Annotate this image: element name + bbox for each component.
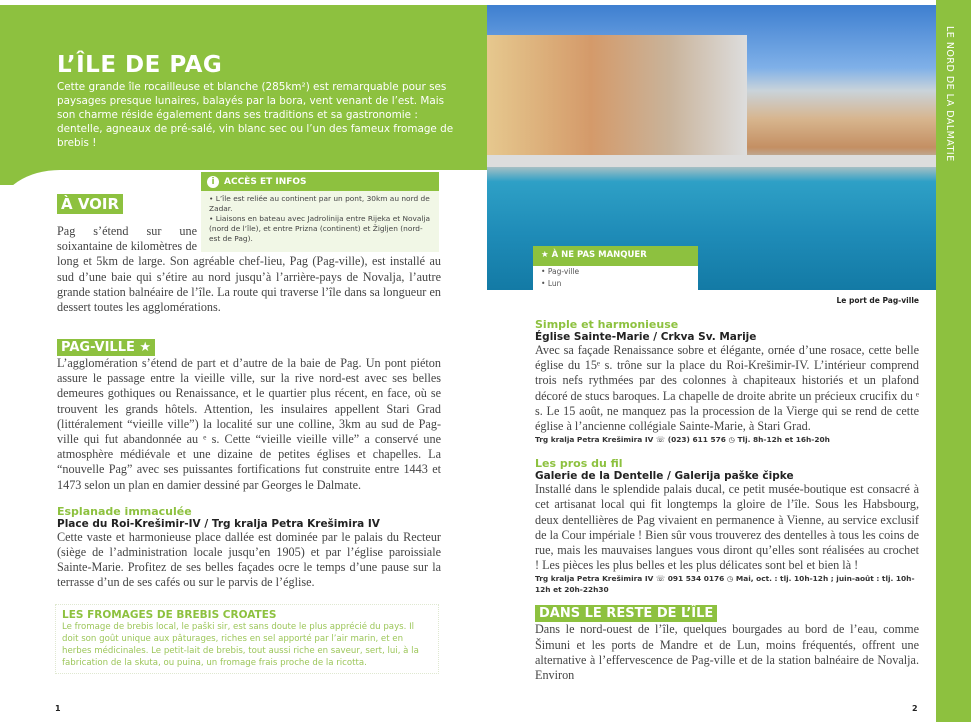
galerie-text: Installé dans le splendide palais ducal, ce petit musée-boutique est consacré à cet artisanat local qui fit longtemps la gloire de l’île. Sous les Habsbourg, deux dentellières de Pag vivaient en permanence à Vienne, au service exclusif de la Cour impériale ! Bien sûr vous trouverez des dentelles à tous les coins de rue, mais les mauvaises langues vous diront qu’elles sont réalisées au crochet ! Les pièces les plus belles et les plus délicates sont bel et bien là ! xyxy=(535,482,919,573)
pag-ville-section xyxy=(57,336,441,591)
eglise-text: Avec sa façade Renaissance sobre et élégante, ornée d’une rosace, cette belle église du 15ᵉ s. trône sur la place du Roi-Krešimir-IV. L’intérieur comprend trois nefs rythmées par des colonnes à chapiteaux historiés et un plafond décoré de stucs baroques. La chapelle de droite abrite un précieux crucifix du ᵉ s. Le 15 août, ne manquez pas la procession de la Vierge qui se rend de cette église à l’ancienne collégiale Sainte-Marie, à Stari Grad. xyxy=(535,343,919,434)
eglise-name: Église Sainte-Marie / Crkva Sv. Marije xyxy=(535,331,757,343)
esplanade-text: Cette vaste et harmonieuse place dallée est dominée par le palais du Recteur (siège de l’administration locale jusqu’en 1905) et par l’église paroissiale Sainte-Marie. Profitez de ses belles façades ocre le temps d’une pause sur la terrasse d’un de ses cafés ou sur le parvis de l’église. xyxy=(57,529,441,590)
eglise-kicker: Simple et harmonieuse xyxy=(535,318,679,331)
eglise-section xyxy=(535,318,919,683)
info-icon: i xyxy=(207,176,219,188)
page-number: 2 xyxy=(912,704,918,713)
eglise-info: Trg kralja Petra Krešimira IV ☏ (023) 611 576 ◷ Tlj. 8h-12h et 16h-20h xyxy=(535,435,830,445)
section-heading-pag-ville: PAG-VILLE ★ xyxy=(57,339,155,356)
page-number: 1 xyxy=(55,704,61,713)
clock-icon: ◷ xyxy=(728,435,735,445)
phone-icon: ☏ xyxy=(655,574,666,584)
fromages-box xyxy=(55,604,439,674)
star-icon: ★ xyxy=(139,340,152,355)
chapter-label: LE NORD DE LA DALMATIE xyxy=(944,26,955,162)
fromages-title: LES FROMAGES DE BREBIS CROATES xyxy=(62,609,277,621)
list-item: • Pag-ville xyxy=(541,267,580,276)
esplanade-kicker: Esplanade immaculée xyxy=(57,504,192,518)
fromages-text: Le fromage de brebis local, le paški sir, est sans doute le plus apprécié du pays. Il doit son goût unique aux pâturages, riches en sel apporté par l’air marin, et en herbes médicinales. Le petit-lait de brebis, tout aussi riche en saveur, sert, lui, à la fabrication de la skuta, ou puina, un fromage frais proche de la ricotta. xyxy=(62,622,419,668)
intro-paragraph: Pag s’étend sur une soixantaine de kilomètres de long et 5km de large. Son agréable chef-lieu, Pag (Pag-ville), est installé au sud d’une baie qui s’étire au nord jusqu’à l’arrière-pays de Novalja, l’autre grande station balnéaire de l’île. La route qui traverse l’île dans sa longueur en dessert toutes les agglomérations. xyxy=(57,224,441,315)
list-item: • Lun xyxy=(541,279,562,288)
esplanade-name: Place du Roi-Krešimir-IV / Trg kralja Petra Krešimira IV xyxy=(57,517,380,530)
list-item: • L’île est reliée au continent par un pont, 30km au nord de Zadar. xyxy=(209,194,430,213)
clock-icon: ◷ xyxy=(726,574,734,584)
galerie-kicker: Les pros du fil xyxy=(535,457,623,471)
reste-text: Dans le nord-ouest de l’île, quelques bourgades au bord de l’eau, comme Šimuni et les ports de Mandre et de Lun, moins fréquentés, offrent une alternative à l’effervescence de Pag-ville et de la station balnéaire de Novalja. Environ xyxy=(535,622,919,683)
star-icon: ★ xyxy=(541,250,549,260)
acces-title: ACCÈS ET INFOS xyxy=(224,176,307,187)
lead-paragraph: Cette grande île rocailleuse et blanche (285km²) est remarquable pour ses paysages presque lunaires, balayés par la bora, vent venant de l’est. Mais son charme réside également dans ses traditions et sa gastronomie : dentelle, agneaux de pré-salé, vin blanc sec ou l’un des fameux fromage de brebis ! xyxy=(57,81,454,149)
galerie-name: Galerie de la Dentelle / Galerija paške čipke xyxy=(535,470,794,483)
section-heading-reste: DANS LE RESTE DE L’ÎLE xyxy=(535,605,717,622)
page-title: L’ÎLE DE PAG xyxy=(57,52,223,78)
pag-ville-text: L’agglomération s’étend de part et d’autre de la baie de Pag. Un pont piéton assure le passage entre la vieille ville, sur la rive nord-est avec ses belles demeures gothiques ou Renaissance, et le quartier plus récent, en face, où se trouvent les grands hôtels. Attention, les insulaires appellent Stari Grad (littéralement “vieille ville”) la localité sur une colline, 3km au sud de Pag-ville qui fut abandonnée au ᵉ s. Cette “vieille vieille ville” a conservé une atmosphère médiévale et une dizaine de petites églises et chapelles. La “nouvelle Pag” avec ses puissantes fortifications fut construite entre 1443 et 1473 selon un plan en damier dessiné par Georges le Dalmate. xyxy=(57,356,441,492)
galerie-info: Trg kralja Petra Krešimira IV ☏ 091 534 0176 ◷ Mai, oct. : tlj. 10h-12h ; juin-août : tlj. 10h-12h et 20h-22h30 xyxy=(535,574,915,595)
list-item: • Liaisons en bateau avec Jadrolinija entre Rijeka et Novalja (nord de l’île), et entre Prizna (continent) et Žigljen (nord-est de Pag). xyxy=(209,214,431,243)
photo-caption: Le port de Pag-ville xyxy=(836,296,919,305)
phone-icon: ☏ xyxy=(655,435,666,445)
section-heading-a-voir: À VOIR xyxy=(57,194,123,214)
ne-pas-manquer-box: ★ À NE PAS MANQUER • Pag-ville • Lun xyxy=(533,246,698,290)
